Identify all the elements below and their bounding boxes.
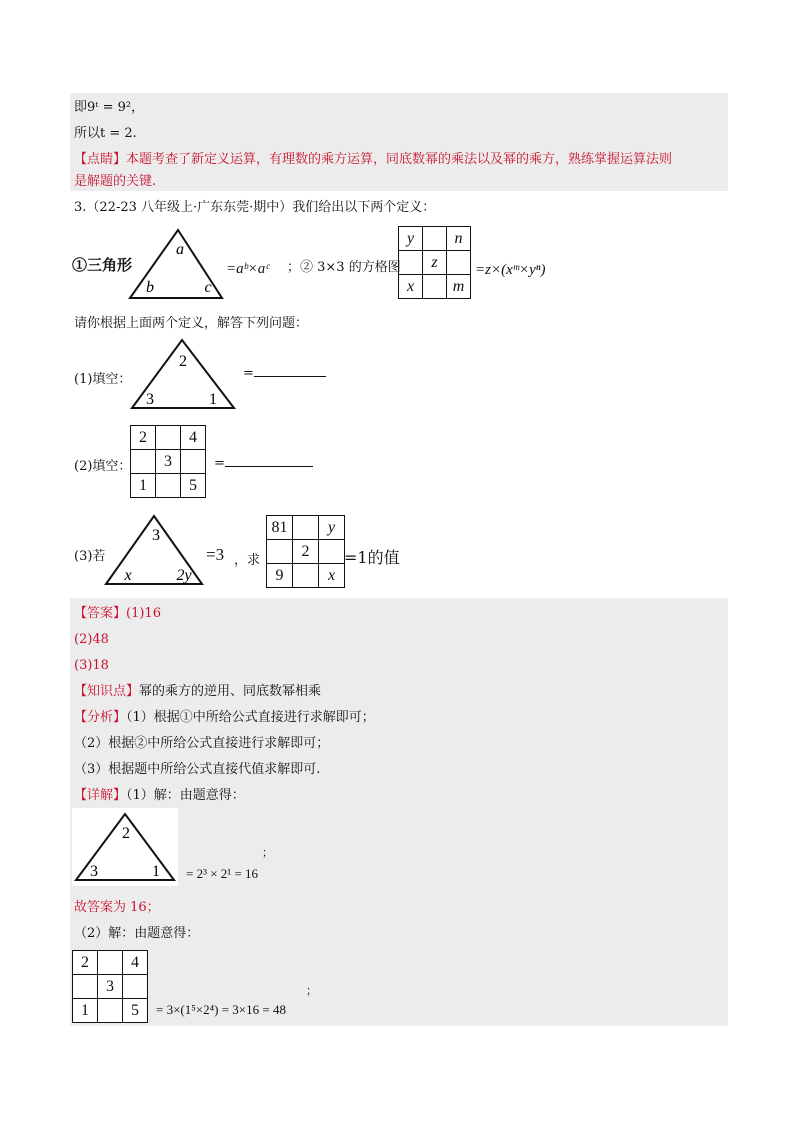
q3-tri-top: 3 (152, 527, 160, 544)
det-tri-top: 2 (122, 825, 130, 842)
q3-cell: 2 (301, 542, 310, 560)
q2-grid (130, 425, 206, 498)
q2-cell: 3 (164, 452, 172, 470)
q2-cell: 2 (139, 428, 147, 446)
answer-tag: 【答案】 (74, 606, 127, 621)
q3-cell: x (327, 566, 336, 584)
dianjing-line-2: 是解题的关键. (74, 174, 157, 189)
detail-2-formula: = 3×(1⁵×2⁴) = 3×16 = 48 (156, 1002, 286, 1017)
detail-1-formula: = 2³ × 2¹ = 16 (186, 866, 259, 881)
def1-tri-left: b (146, 279, 154, 296)
det-cell: 3 (106, 977, 114, 995)
det-cell: 5 (131, 1001, 139, 1019)
detail-grid (72, 950, 148, 1023)
answer-1: (1)16 (126, 606, 161, 621)
q1-tri-right: 1 (209, 391, 217, 408)
def-separator: ；② 3×3 的方格图 (287, 260, 401, 275)
q3-mid: ，求 (234, 553, 261, 568)
analysis-2: （2）根据②中所给公式直接进行求解即可； (74, 736, 330, 751)
analysis-1: （1）根据①中所给公式直接进行求解即可； (126, 710, 375, 725)
q2-blank-line (225, 466, 313, 467)
answer-2: (2)48 (74, 632, 109, 647)
q1-answer-blank[interactable] (243, 366, 326, 381)
q1-label: (1)填空： (74, 372, 132, 387)
q1-blank-line (254, 376, 326, 377)
def2-grid (398, 226, 471, 299)
q2-eq: = (214, 456, 225, 471)
answer-line-1 (74, 604, 161, 624)
q3-triangle (104, 514, 204, 586)
detail-1-result: 故答案为 16； (74, 900, 160, 915)
det-tri-right: 1 (152, 863, 160, 880)
detail-2-semicolon: ； (306, 984, 317, 997)
detail-1-semicolon: ； (262, 846, 273, 859)
def2-cell: x (406, 277, 415, 295)
q1-eq: = (243, 366, 254, 381)
dianjing-text: 本题考查了新定义运算，有理数的乘方运算，同底数幂的乘法以及幂的乘方，熟练掌握运算法则 (126, 152, 673, 167)
detail-tag: 【详解】 (74, 788, 127, 803)
q3-label: (3)若 (74, 549, 106, 564)
def2-cell: y (406, 229, 415, 247)
knowledge-tag: 【知识点】 (74, 684, 140, 699)
top-line-2: 所以t = 2. (74, 126, 137, 141)
q2-cell: 4 (189, 428, 197, 446)
answer-3: (3)18 (74, 658, 109, 673)
detail-1: （1）解：由题意得： (126, 788, 245, 803)
det-cell: 1 (81, 1001, 89, 1019)
def1-label: ①三角形 (72, 256, 133, 274)
q2-answer-blank[interactable] (214, 456, 313, 471)
dianjing-tag: 【点睛】 (74, 152, 127, 167)
detail-triangle (74, 812, 176, 882)
question-prompt: 请你根据上面两个定义，解答下列问题： (74, 316, 309, 331)
def1-triangle (128, 228, 224, 300)
q2-cell: 1 (139, 476, 147, 494)
def2-formula: =z×(xᵐ×yⁿ) (475, 262, 546, 278)
detail-line-1 (74, 786, 245, 806)
dianjing-line (74, 150, 672, 170)
def2-cell: n (454, 229, 463, 247)
def1-formula: =aᵇ×aᶜ (226, 261, 270, 277)
q3-tri-right: 2y (176, 567, 192, 584)
q3-eq: =3 (206, 545, 225, 564)
def2-cell: z (431, 253, 438, 271)
top-line-1: 即9ᵗ = 9²， (74, 100, 145, 115)
knowledge-text: 幂的乘方的逆用、同底数幂相乘 (139, 684, 322, 699)
knowledge-line (74, 682, 321, 702)
q3-tri-left: x (124, 567, 132, 584)
def1-tri-top: a (176, 241, 184, 258)
det-cell: 2 (81, 953, 89, 971)
analysis-tag: 【分析】 (74, 710, 127, 725)
detail-2: （2）解：由题意得： (74, 926, 200, 941)
q2-cell: 5 (189, 476, 197, 494)
analysis-line-1 (74, 708, 375, 728)
def1-tri-right: c (204, 279, 212, 296)
q2-label: (2)填空： (74, 459, 132, 474)
q3-end: =1的值 (344, 548, 400, 567)
analysis-3: （3）根据题中所给公式直接代值求解即可. (74, 762, 321, 777)
q1-triangle (130, 338, 236, 410)
q3-cell: 9 (275, 566, 284, 584)
top-shade (70, 93, 728, 191)
det-tri-left: 3 (90, 863, 98, 880)
q3-cell: 81 (271, 518, 288, 536)
q1-tri-top: 2 (179, 353, 187, 370)
question-header: 3.（22-23 八年级上·广东东莞·期中）我们给出以下两个定义： (74, 200, 436, 215)
det-cell: 4 (131, 953, 139, 971)
q1-tri-left: 3 (146, 391, 154, 408)
q3-cell: y (327, 518, 336, 536)
def2-cell: m (452, 277, 465, 295)
q3-grid (266, 515, 345, 588)
